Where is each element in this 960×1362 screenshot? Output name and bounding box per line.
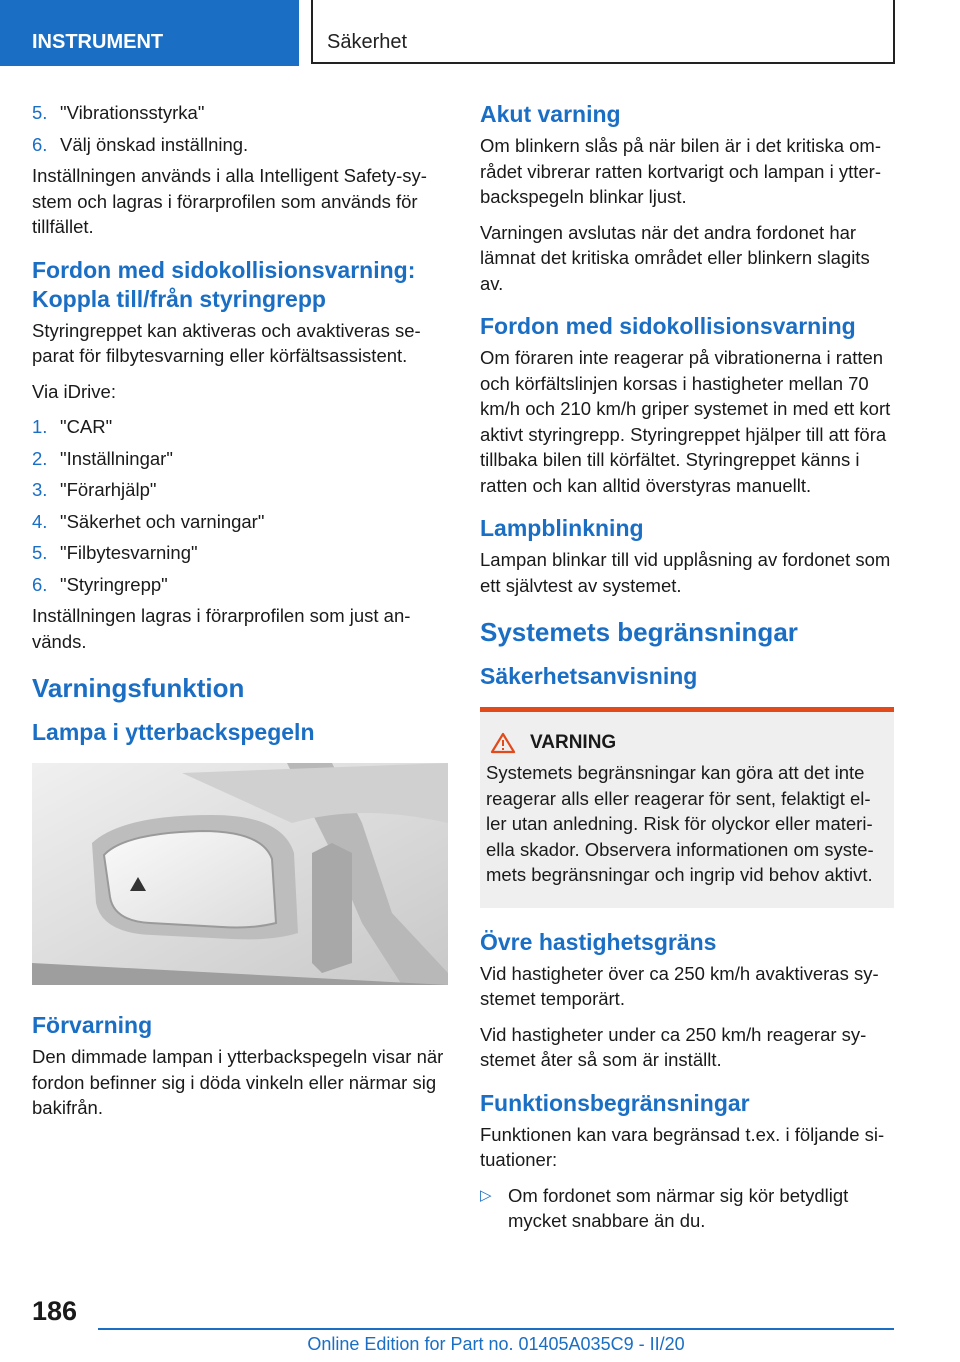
section-tab[interactable]: INSTRUMENT [0,0,299,66]
mirror-illustration [32,763,448,985]
page-header [0,0,960,66]
paragraph: Om föraren inte reagerar på vibrationerna i ratten och körfältslinjen korsas i hastigheter mellan 70 km/h och 210 km/h griper systemet in med ett kort aktivt styringrepp. Styringreppet hjälper till att föra tillbaka bilen till körfältet. Styringreppet känns i ratten och kan alltid överstyras manuellt. [480,347,891,496]
heading-systemets-begransningar: Systemets begränsningar [480,617,798,647]
bullet-list [480,1183,894,1234]
warning-title: VARNING [486,732,888,754]
paragraph: Varningen avslutas när det andra fordonet har lämnat det kritiska området eller blinkern slagits av. [480,221,870,294]
heading-akut-varning: Akut varning [480,101,621,127]
footer-edition[interactable]: Online Edition for Part no. 01405A035C9 - II/20 [307,1334,685,1354]
paragraph: Inställningen används i alla Intelligent Safety-sy-stem och lagras i förarprofilen som används för tillfället. [32,165,427,237]
triangle-bullet-icon: ▷ [480,1186,492,1204]
list-item: 4. "Säkerhet och varningar" [32,510,265,532]
list-item: 5. "Filbytesvarning" [32,542,198,563]
heading-ovre-hastighetsgrans: Övre hastighetsgräns [480,928,717,955]
heading-funktionsbegransningar: Funktionsbegränsningar [480,1089,750,1116]
heading-lampa: Lampa i ytterbackspegeln [32,719,315,745]
warning-box [480,707,894,908]
list-item: 6. "Styringrepp" [32,573,168,595]
list-item: 1. "CAR" [32,416,113,437]
left-column [32,100,448,1131]
steps-list-b [32,414,448,597]
heading-sidokollision-styringrepp: Fordon med sidokollisionsvarning: Koppla till/från styringrepp [32,256,416,312]
steps-list-a [32,100,448,157]
heading-lampblinkning: Lampblinkning [480,515,644,541]
list-item: 2. "Inställningar" [32,447,173,469]
paragraph: Den dimmade lampan i ytterbackspegeln visar när fordon befinner sig i döda vinkeln eller närmar sig bakifrån. [32,1046,444,1118]
paragraph: Om blinkern slås på när bilen är i det kritiska om-rådet vibrerar ratten kortvarigt och lampan i ytter-backspegeln blinkar ljust. [480,135,881,207]
warning-text: Systemets begränsningar kan göra att det inte reagerar alls eller reagerar för sent, felaktigt el-ler utan anledning. Risk för olyckor eller materi-ella skador. Observera informationen om syste-mets begränsningar och ingrip vid behov aktivt. [486,762,874,885]
paragraph: Vid hastigheter under ca 250 km/h reagerar sy-stemet åter så som är inställt. [480,1023,867,1070]
page-number: 186 [32,1296,78,1326]
heading-varningsfunktion: Varningsfunktion [32,673,245,703]
list-item: 5. "Vibrationsstyrka" [32,102,205,123]
heading-forvarning: Förvarning [32,1012,153,1038]
right-column [480,100,894,1234]
paragraph: Styringreppet kan aktiveras och avaktiveras se-parat för filbytesvarning eller körfältsassistent. [32,319,421,366]
paragraph: Inställningen lagras i förarprofilen som just an-vänds. [32,605,411,652]
warning-triangle-icon [490,732,516,754]
paragraph: Funktionen kan vara begränsad t.ex. i följande si-tuationer: [480,1123,885,1170]
list-item: 3. "Förarhjälp" [32,479,157,500]
heading-sidokollision: Fordon med sidokollisionsvarning [480,313,856,339]
paragraph: Vid hastigheter över ca 250 km/h avaktiveras sy-stemet temporärt. [480,962,879,1009]
list-item: 6. Välj önskad inställning. [32,133,249,155]
footer-divider [98,1328,894,1330]
list-item: ▷ Om fordonet som närmar sig kör betydligt mycket snabbare än du. [480,1183,894,1234]
paragraph: Lampan blinkar till vid upplåsning av fordonet som ett självtest av systemet. [480,549,891,596]
heading-sakerhetsanvisning: Säkerhetsanvisning [480,663,698,689]
paragraph: Via iDrive: [32,380,116,402]
chapter-title: Säkerhet [311,0,895,64]
